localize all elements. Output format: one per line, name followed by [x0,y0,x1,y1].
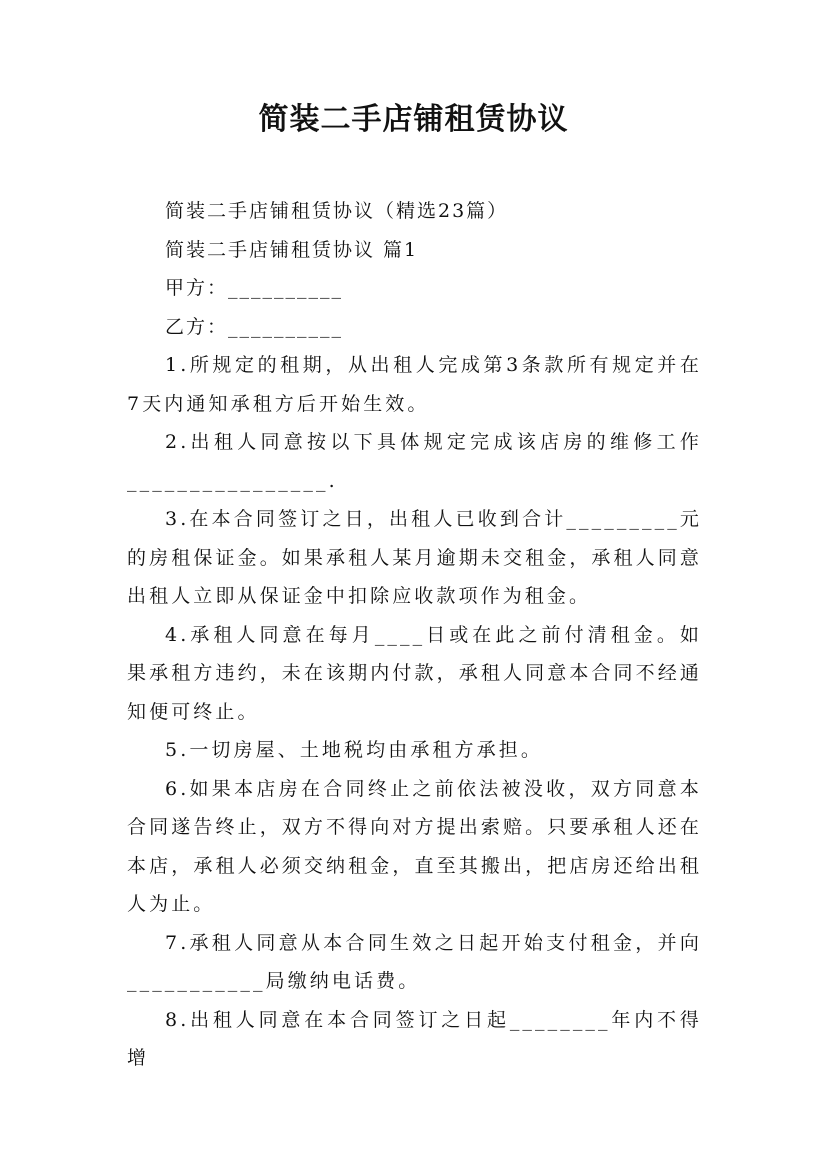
paragraph-clause-3: 3.在本合同签订之日，出租人已收到合计_________元的房租保证金。如果承租人某月逾期未交租金，承租人同意出租人立即从保证金中扣除应收款项作为租金。 [127,508,702,607]
paragraph-clause-6: 6.如果本店房在合同终止之前依法被没收，双方同意本合同遂告终止，双方不得向对方提出索赔。只要承租人还在本店，承租人必须交纳租金，直至其搬出，把店房还给出租人为止。 [127,777,702,915]
paragraph-section-heading: 简装二手店铺租赁协议 篇1 [165,238,419,261]
paragraph-clause-4: 4.承租人同意在每月____日或在此之前付清租金。如果承租方违约，未在该期内付款，承租人同意本合同不经通知便可终止。 [127,623,702,723]
paragraph-clause-2: 2.出租人同意按以下具体规定完成该店房的维修工作________________. [127,431,702,492]
paragraph-clause-5: 5.一切房屋、土地税均由承租方承担。 [165,739,543,761]
paragraph-party-a: 甲方：__________ [165,277,344,299]
paragraph-clause-8: 8.出租人同意在本合同签订之日起________年内不得增 [127,1008,702,1069]
paragraph-subtitle: 简装二手店铺租赁协议（精选23篇） [165,200,509,222]
paragraph-clause-1: 1.所规定的租期，从出租人完成第3条款所有规定并在7天内通知承租方后开始生效。 [127,354,702,415]
document-title: 简装二手店铺租赁协议 [258,102,569,137]
paragraph-party-b: 乙方：__________ [165,315,344,338]
document-body [127,192,702,1078]
paragraph-clause-7: 7.承租人同意从本合同生效之日起开始支付租金，并向___________局缴纳电话费。 [127,931,702,992]
